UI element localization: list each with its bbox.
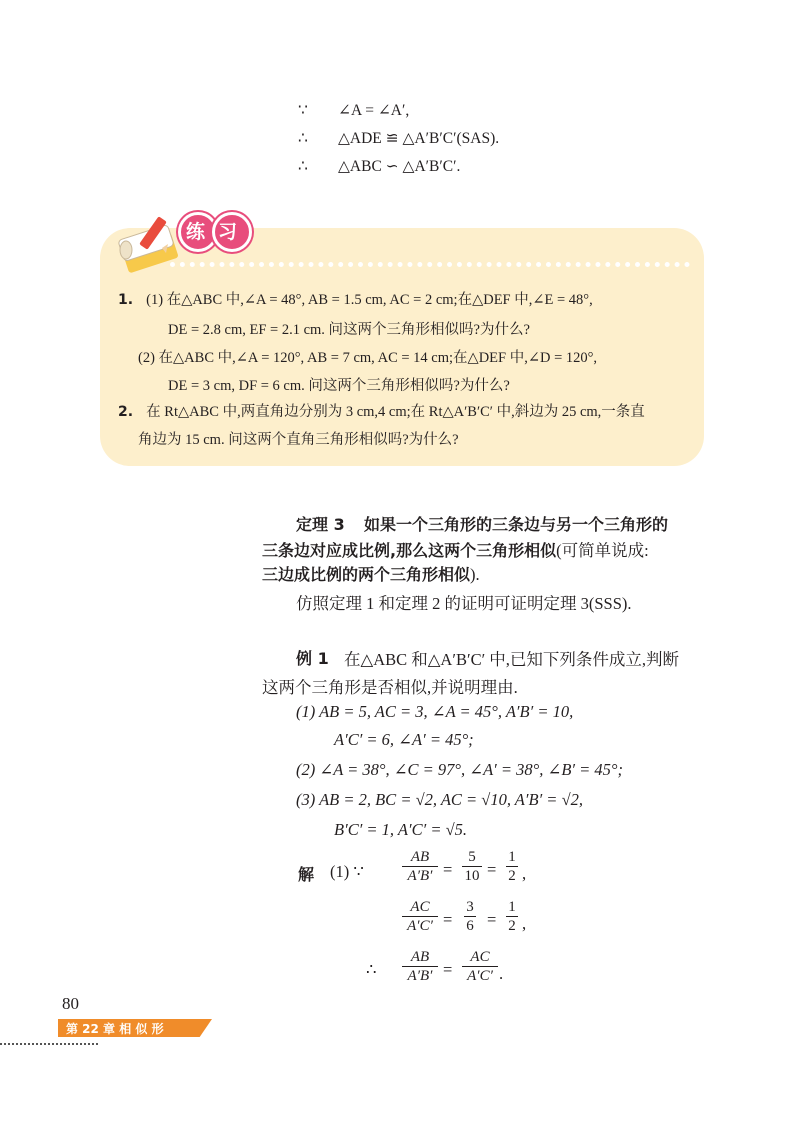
solution-label: 解 — [298, 865, 315, 884]
page-number: 80 — [62, 994, 79, 1013]
denominator: 6 — [466, 918, 474, 934]
proof-line-2 — [298, 128, 499, 150]
example-condition-1b: A′C′ = 6, ∠A′ = 45°; — [334, 730, 474, 749]
denominator: 10 — [464, 868, 480, 884]
fraction-ab-over-apbp — [402, 948, 438, 985]
practice-item-1b-line-1: (2) 在△ABC 中,∠A = 120°, AB = 7 cm, AC = 14 cm;在△DEF 中,∠D = 120°, — [138, 350, 598, 366]
therefore-symbol: ∴ — [366, 960, 377, 979]
denominator: A′C′ — [467, 968, 493, 984]
numerator: AB — [410, 949, 430, 965]
numerator: 5 — [468, 849, 476, 865]
numerator: 1 — [508, 849, 516, 865]
theorem-line-2 — [262, 537, 649, 561]
item-number: 2. — [118, 404, 134, 420]
example-label: 例 1 — [296, 649, 329, 668]
practice-item-2 — [118, 400, 645, 421]
proof-text: △ABC ∽ △A′B′C′. — [338, 158, 461, 175]
period: . — [499, 964, 504, 983]
practice-item-1b-line-2: DE = 3 cm, DF = 6 cm. 问这两个三角形相似吗?为什么? — [168, 378, 510, 394]
numerator: AC — [410, 899, 430, 915]
numerator: AB — [410, 849, 430, 865]
practice-title: 练习 — [186, 221, 251, 243]
proof-text: △ADE ≌ △A′B′C′(SAS). — [338, 130, 500, 147]
dotted-rule — [0, 1043, 98, 1045]
chapter-label: 第 22 章 相 似 形 — [66, 1022, 164, 1036]
proof-line-3 — [298, 156, 460, 178]
scroll-pencil-icon — [110, 206, 190, 276]
numerator: AC — [470, 949, 490, 965]
theorem-text: 三条边对应成比例,那么这两个三角形相似 — [262, 541, 557, 560]
fraction-ac-over-apcp — [402, 898, 438, 935]
denominator: A′B′ — [407, 868, 433, 884]
equals-sign: = — [487, 860, 497, 879]
fraction-3-over-6 — [464, 898, 476, 935]
theorem-line-3 — [262, 562, 480, 585]
example-condition-2: (2) ∠A = 38°, ∠C = 97°, ∠A′ = 38°, ∠B′ = 45°; — [296, 760, 624, 779]
fraction-ab-over-apbp — [402, 848, 438, 885]
example-line-2: 这两个三角形是否相似,并说明理由. — [262, 678, 518, 697]
example-condition-3a: (3) AB = 2, BC = √2, AC = √10, A′B′ = √2, — [296, 790, 584, 809]
practice-item-1-line-2: DE = 2.8 cm, EF = 2.1 cm. 问这两个三角形相似吗?为什么? — [168, 322, 530, 338]
because-symbol: ∵ — [298, 102, 308, 119]
dotted-divider — [170, 262, 690, 267]
theorem-line-1: 如果一个三角形的三条边与另一个三角形的 — [364, 515, 669, 534]
item-number: 1. — [118, 292, 134, 308]
therefore-symbol: ∴ — [298, 158, 308, 175]
item-line-1: 在 Rt△ABC 中,两直角边分别为 3 cm,4 cm;在 Rt△A′B′C′ 中,斜边为 25 cm,一条直 — [146, 404, 645, 420]
denominator: A′C′ — [407, 918, 433, 934]
practice-item-1 — [118, 288, 593, 309]
item-line-1: (1) 在△ABC 中,∠A = 48°, AB = 1.5 cm, AC = 2 cm;在△DEF 中,∠E = 48°, — [146, 292, 593, 308]
fraction-ac-over-apcp — [462, 948, 498, 985]
fraction-1-over-2 — [506, 848, 518, 885]
theorem-label: 定理 3 — [296, 515, 345, 534]
fraction-5-over-10 — [462, 848, 482, 885]
denominator: 2 — [508, 918, 516, 934]
equals-sign: = — [487, 910, 497, 929]
equals-sign: = — [443, 910, 453, 929]
comma: , — [522, 914, 527, 933]
proof-text: ∠A = ∠A′, — [338, 102, 410, 119]
numerator: 3 — [466, 899, 474, 915]
equals-sign: = — [443, 960, 453, 979]
therefore-symbol: ∴ — [298, 130, 308, 147]
comma: , — [522, 864, 527, 883]
equals-sign: = — [443, 860, 453, 879]
example-line-1: 在△ABC 和△A′B′C′ 中,已知下列条件成立,判断 — [344, 650, 680, 669]
proof-line-1 — [298, 100, 409, 122]
theorem-paren: (可简单说成: — [556, 541, 649, 560]
fraction-1-over-2 — [506, 898, 518, 935]
practice-item-2-line-2: 角边为 15 cm. 问这两个直角三角形相似吗?为什么? — [138, 432, 459, 448]
theorem-text: 三边成比例的两个三角形相似 — [262, 565, 471, 584]
denominator: 2 — [508, 868, 516, 884]
theorem-paren: ). — [470, 565, 480, 584]
example-condition-3b: B′C′ = 1, A′C′ = √5. — [334, 820, 468, 839]
example-condition-1a: (1) AB = 5, AC = 3, ∠A = 45°, A′B′ = 10, — [296, 702, 574, 721]
denominator: A′B′ — [407, 968, 433, 984]
solution-step: (1) ∵ — [330, 862, 364, 881]
numerator: 1 — [508, 899, 516, 915]
theorem-proof-note: 仿照定理 1 和定理 2 的证明可证明定理 3(SSS). — [296, 594, 632, 613]
